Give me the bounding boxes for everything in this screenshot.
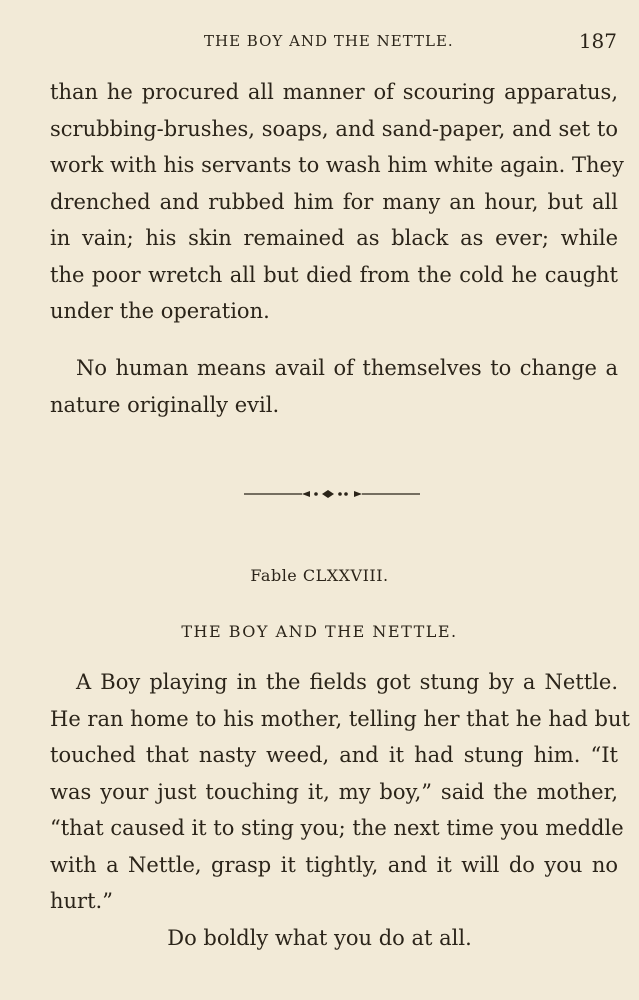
text-line: drenched and rubbed him for many an hour, but all xyxy=(50,189,618,214)
fable-title: THE BOY AND THE NETTLE. xyxy=(181,622,458,641)
moral-line: No human means avail of themselves to change a xyxy=(76,356,618,380)
text-line: touched that nasty weed, and it had stung him. “It xyxy=(50,743,618,767)
page-number: 187 xyxy=(578,29,617,53)
fable-number: Fable CLXXVIII. xyxy=(250,566,389,585)
previous-fable-moral xyxy=(50,350,618,423)
running-head: THE BOY AND THE NETTLE. xyxy=(204,32,454,50)
text-line: in vain; his skin remained as black as ever; while xyxy=(50,226,618,250)
previous-fable-text xyxy=(50,74,624,330)
moral-line: nature originally evil. xyxy=(50,392,280,417)
text-line: under the operation. xyxy=(50,299,270,323)
fable-body xyxy=(50,664,630,920)
text-line: hurt.” xyxy=(50,889,113,913)
text-line: scrubbing-brushes, soaps, and sand-paper, and set to xyxy=(50,116,618,141)
fable-moral: Do boldly what you do at all. xyxy=(167,926,472,950)
text-line: the poor wretch all but died from the cold he caught xyxy=(50,262,618,287)
text-line: with a Nettle, grasp it tightly, and it will do you no xyxy=(50,852,618,877)
text-line: work with his servants to wash him white again. They xyxy=(50,153,624,177)
text-line: was your just touching it, my boy,” said the mother, xyxy=(50,779,618,804)
text-line: than he procured all manner of scouring apparatus, xyxy=(50,80,618,104)
text-line: A Boy playing in the fields got stung by a Nettle. xyxy=(76,670,618,694)
text-line: “that caused it to sting you; the next time you meddle xyxy=(50,816,624,840)
section-divider-ornament xyxy=(244,487,420,501)
text-line: He ran home to his mother, telling her that he had but xyxy=(50,706,630,731)
